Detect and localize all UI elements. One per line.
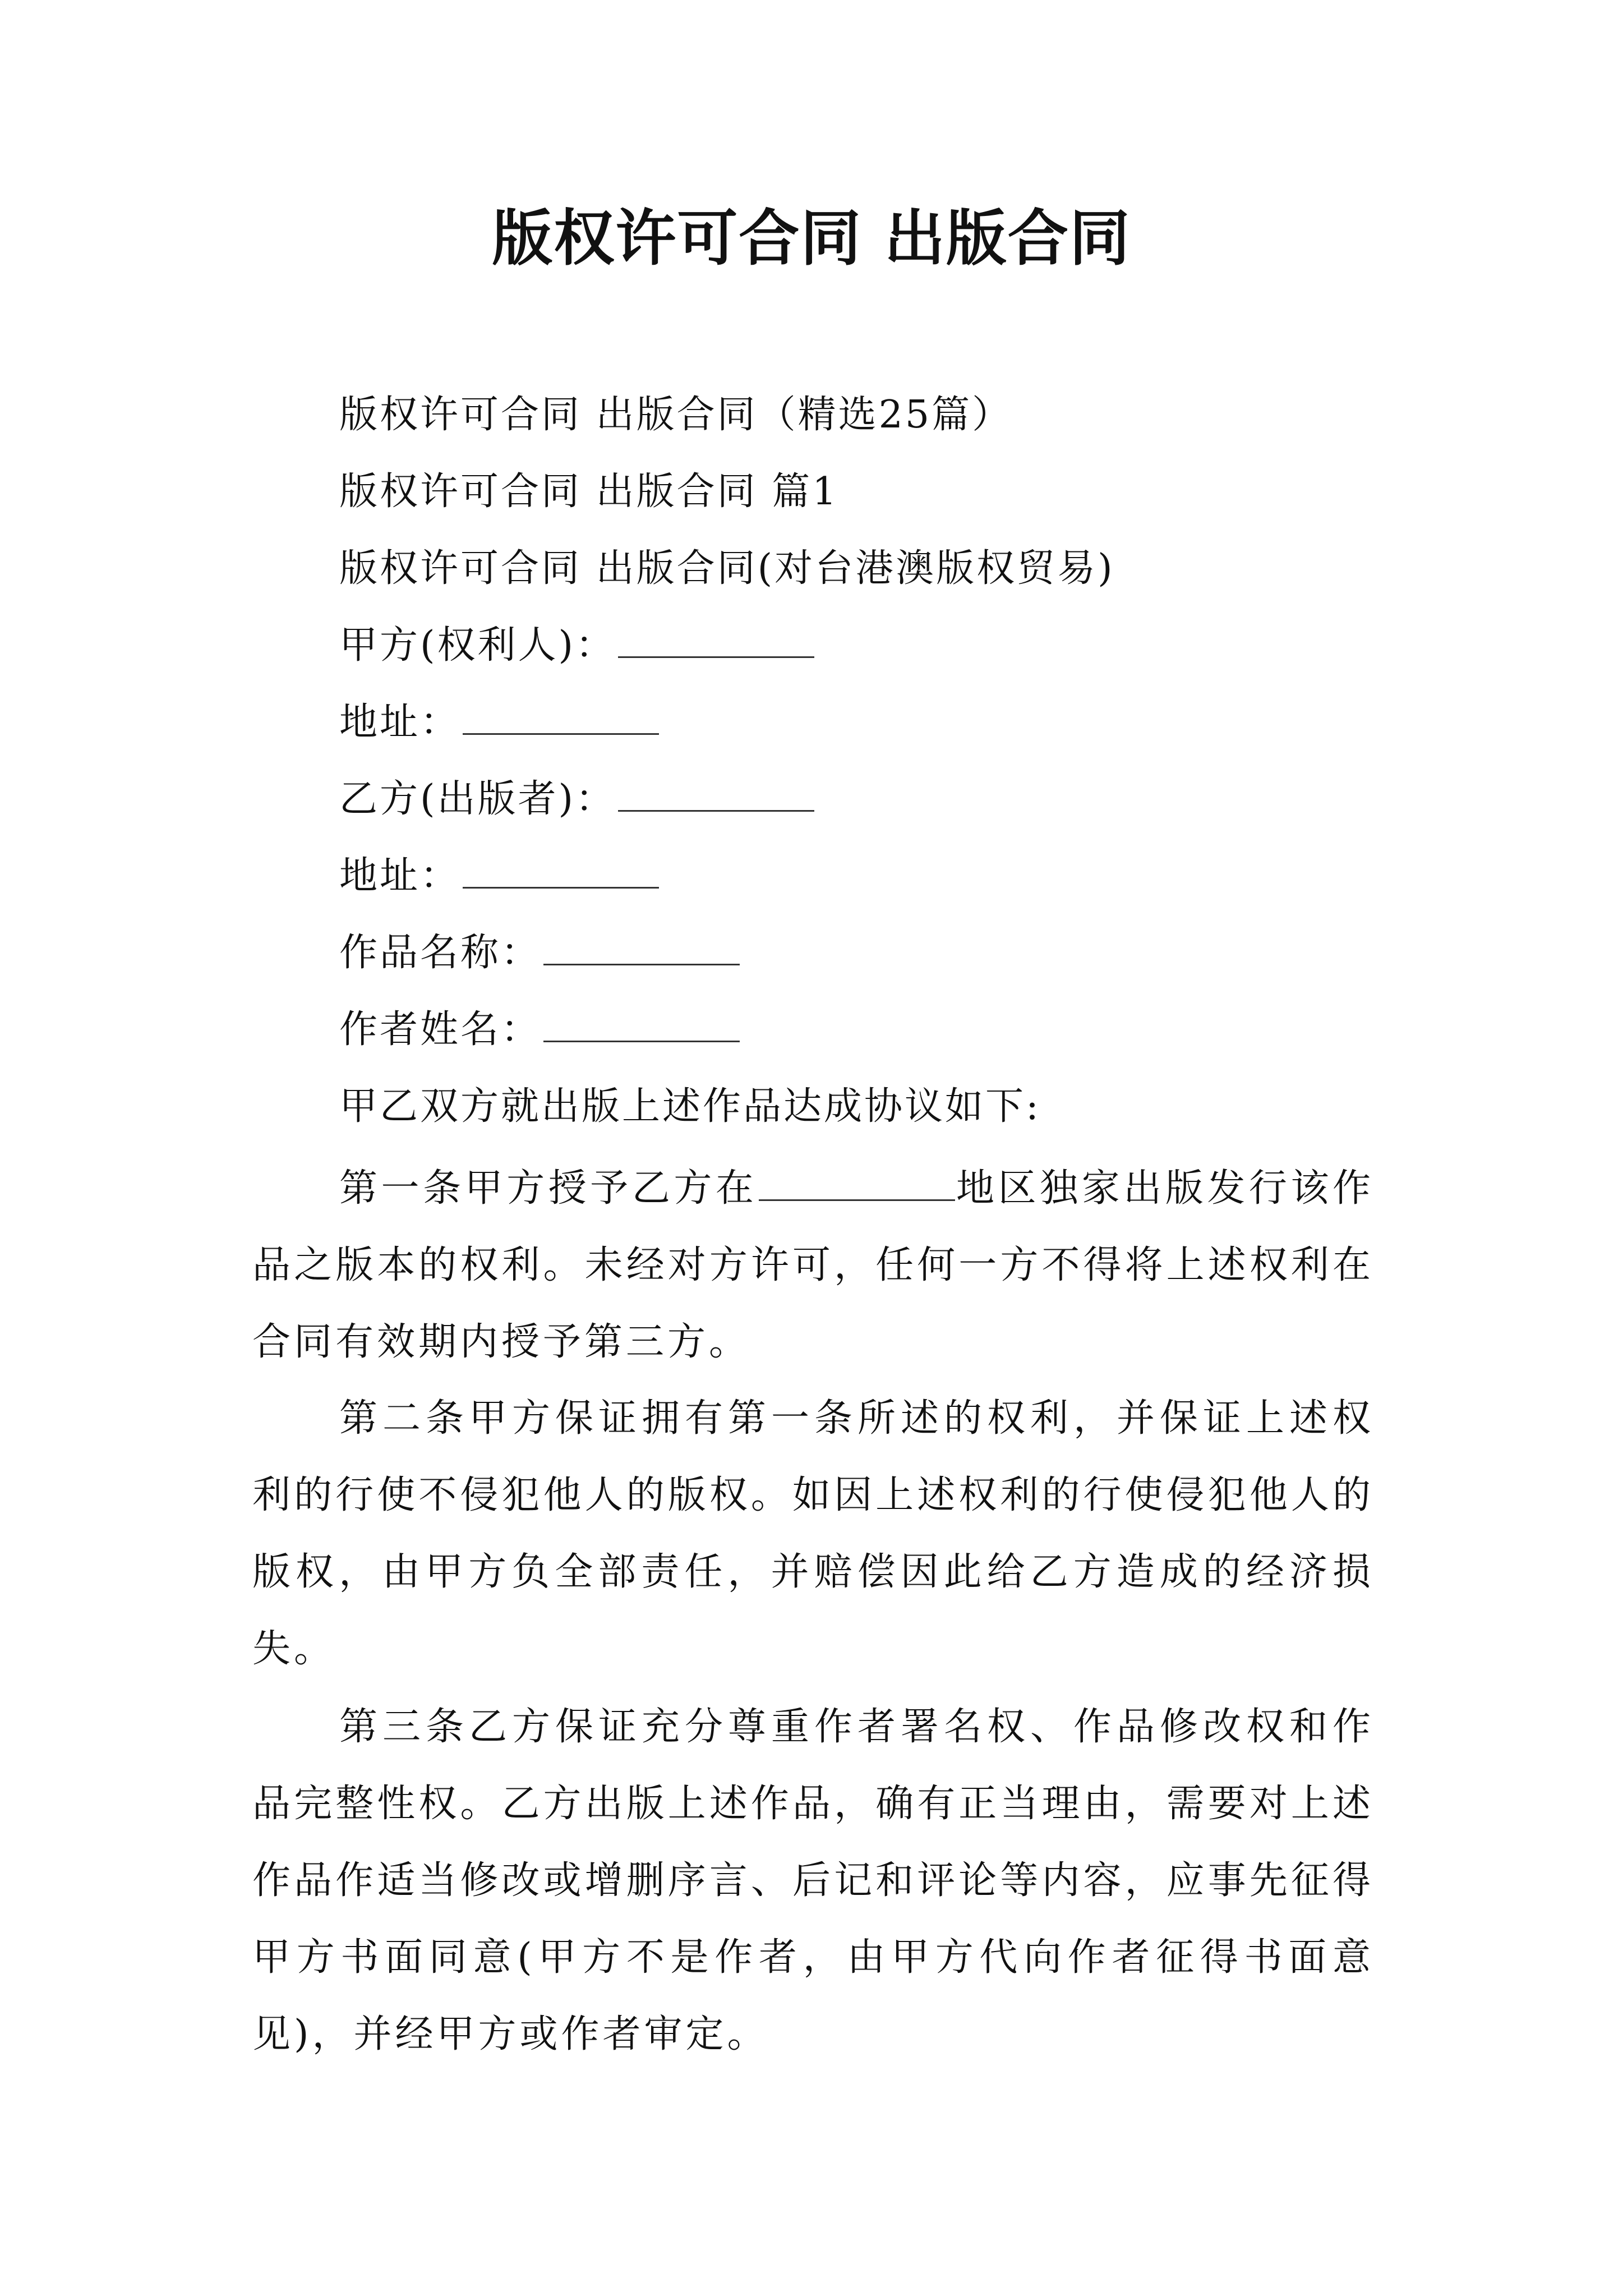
subtitle-line-2: 版权许可合同 出版合同 篇1	[339, 470, 839, 514]
field-party-a	[339, 618, 814, 674]
subtitle-line-3: 版权许可合同 出版合同(对台港澳版权贸易)	[339, 546, 1115, 591]
fill-in-blank[interactable]	[759, 1167, 955, 1201]
field-label: 地址：	[339, 700, 461, 744]
fill-in-blank[interactable]	[543, 931, 740, 965]
fill-in-blank[interactable]	[543, 1008, 740, 1042]
field-party-b	[339, 771, 814, 827]
field-label: 甲方(权利人)：	[339, 623, 616, 668]
agreement-intro: 甲乙双方就出版上述作品达成协议如下:	[339, 1084, 1041, 1129]
field-label: 乙方(出版者)：	[339, 777, 616, 821]
field-label: 作品名称：	[339, 931, 542, 975]
fill-in-blank[interactable]	[618, 624, 814, 658]
article-1-text-a: 第一条甲方授予乙方在	[339, 1166, 758, 1211]
article-2: 第二条甲方保证拥有第一条所述的权利，并保证上述权利的行使不侵犯他人的版权。如因上述权利的行使侵犯他人的版权，由甲方负全部责任，并赔偿因此给乙方造成的经济损失。	[252, 1396, 1374, 1671]
field-address-b	[339, 848, 659, 904]
field-label: 地址：	[339, 854, 461, 898]
document-title: 版权许可合同 出版合同	[492, 203, 1131, 274]
field-author-name	[339, 1002, 740, 1058]
article-1-text-b: 地区独家出版发行该作品之版本的权利。未经对方许可，任何一方不得将上述权利在合同有效期内授予第三方。	[252, 1166, 1374, 1364]
article-1	[252, 1150, 1374, 1381]
article-3: 第三条乙方保证充分尊重作者署名权、作品修改权和作品完整性权。乙方出版上述作品，确有正当理由，需要对上述作品作适当修改或增删序言、后记和评论等内容，应事先征得甲方书面同意(甲方不是作者，由甲方代向作者征得书面意见)，并经甲方或作者审定。	[252, 1705, 1374, 2056]
field-address-a	[339, 694, 659, 751]
subtitle-line-1: 版权许可合同 出版合同（精选25篇）	[339, 393, 1013, 437]
field-work-title	[339, 925, 740, 981]
fill-in-blank[interactable]	[618, 777, 814, 812]
fill-in-blank[interactable]	[463, 701, 659, 735]
field-label: 作者姓名：	[339, 1007, 542, 1052]
fill-in-blank[interactable]	[463, 854, 659, 889]
